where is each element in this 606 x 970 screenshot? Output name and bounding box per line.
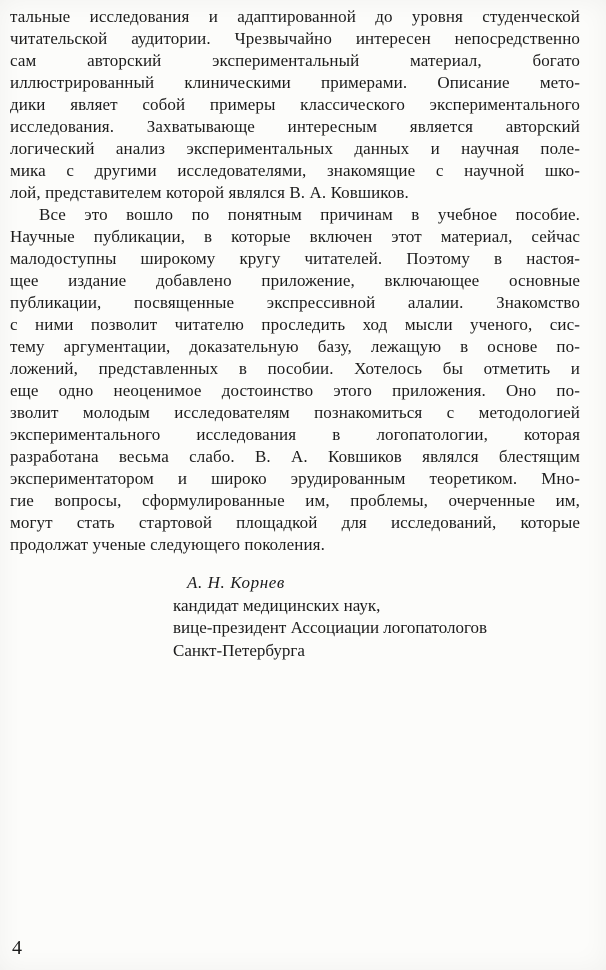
signature-line: Санкт-Петербурга: [173, 640, 305, 660]
text-line: читательской аудитории. Чрезвычайно интересен непосредственно: [10, 29, 580, 48]
text-line: мика с другими исследователями, знакомящие с научной шко-: [10, 161, 580, 180]
signature-line: кандидат медицинских наук,: [173, 595, 381, 615]
text-line: гие вопросы, сформулированные им, проблемы, очерченные им,: [10, 491, 580, 510]
text-line: сам авторский экспериментальный материал, богато: [10, 51, 580, 70]
text-line: экспериментального исследования в логопатологии, которая: [10, 425, 580, 444]
text-line: экспериментатором и широко эрудированным теоретиком. Мно-: [10, 469, 580, 488]
text-line: тему аргументации, доказательную базу, лежащую в основе по-: [10, 337, 580, 356]
text-line: разработана весьма слабо. В. А. Ковшиков являлся блестящим: [10, 447, 580, 466]
text-line: щее издание добавлено приложение, включающее основные: [10, 271, 580, 290]
text-block: [10, 6, 580, 556]
signature-author: А. Н. Корнев: [187, 573, 285, 592]
page-number: 4: [12, 937, 22, 959]
text-line: малодоступны широкому кругу читателей. Поэтому в настоя-: [10, 249, 580, 268]
text-line: Научные публикации, в которые включен этот материал, сейчас: [10, 227, 580, 246]
text-line: Все это вошло по понятным причинам в учебное пособие.: [39, 205, 580, 224]
text-line: дики являет собой примеры классического экспериментального: [10, 95, 580, 114]
text-line: тальные исследования и адаптированной до уровня студенческой: [10, 7, 580, 26]
text-line: еще одно неоценимое достоинство этого приложения. Оно по-: [10, 381, 580, 400]
text-line: зволит молодым исследователям познакомиться с методологией: [10, 403, 580, 422]
text-line: лой, представителем которой являлся В. А. Ковшиков.: [10, 183, 409, 202]
text-line: иллюстрированный клиническими примерами. Описание мето-: [10, 73, 580, 92]
text-line: публикации, посвященные экспрессивной алалии. Знакомство: [10, 293, 580, 312]
text-line: с ними позволит читателю проследить ход мысли ученого, сис-: [10, 315, 580, 334]
text-line: ложений, представленных в пособии. Хотелось бы отметить и: [10, 359, 580, 378]
text-line: исследования. Захватывающе интересным является авторский: [10, 117, 580, 136]
text-line: логический анализ экспериментальных данных и научная поле-: [10, 139, 580, 158]
signature-line: вице-президент Ассоциации логопатологов: [173, 618, 488, 637]
text-line: могут стать стартовой площадкой для исследований, которые: [10, 513, 580, 532]
signature-block: [173, 572, 487, 662]
text-line: продолжат ученые следующего поколения.: [10, 535, 325, 554]
